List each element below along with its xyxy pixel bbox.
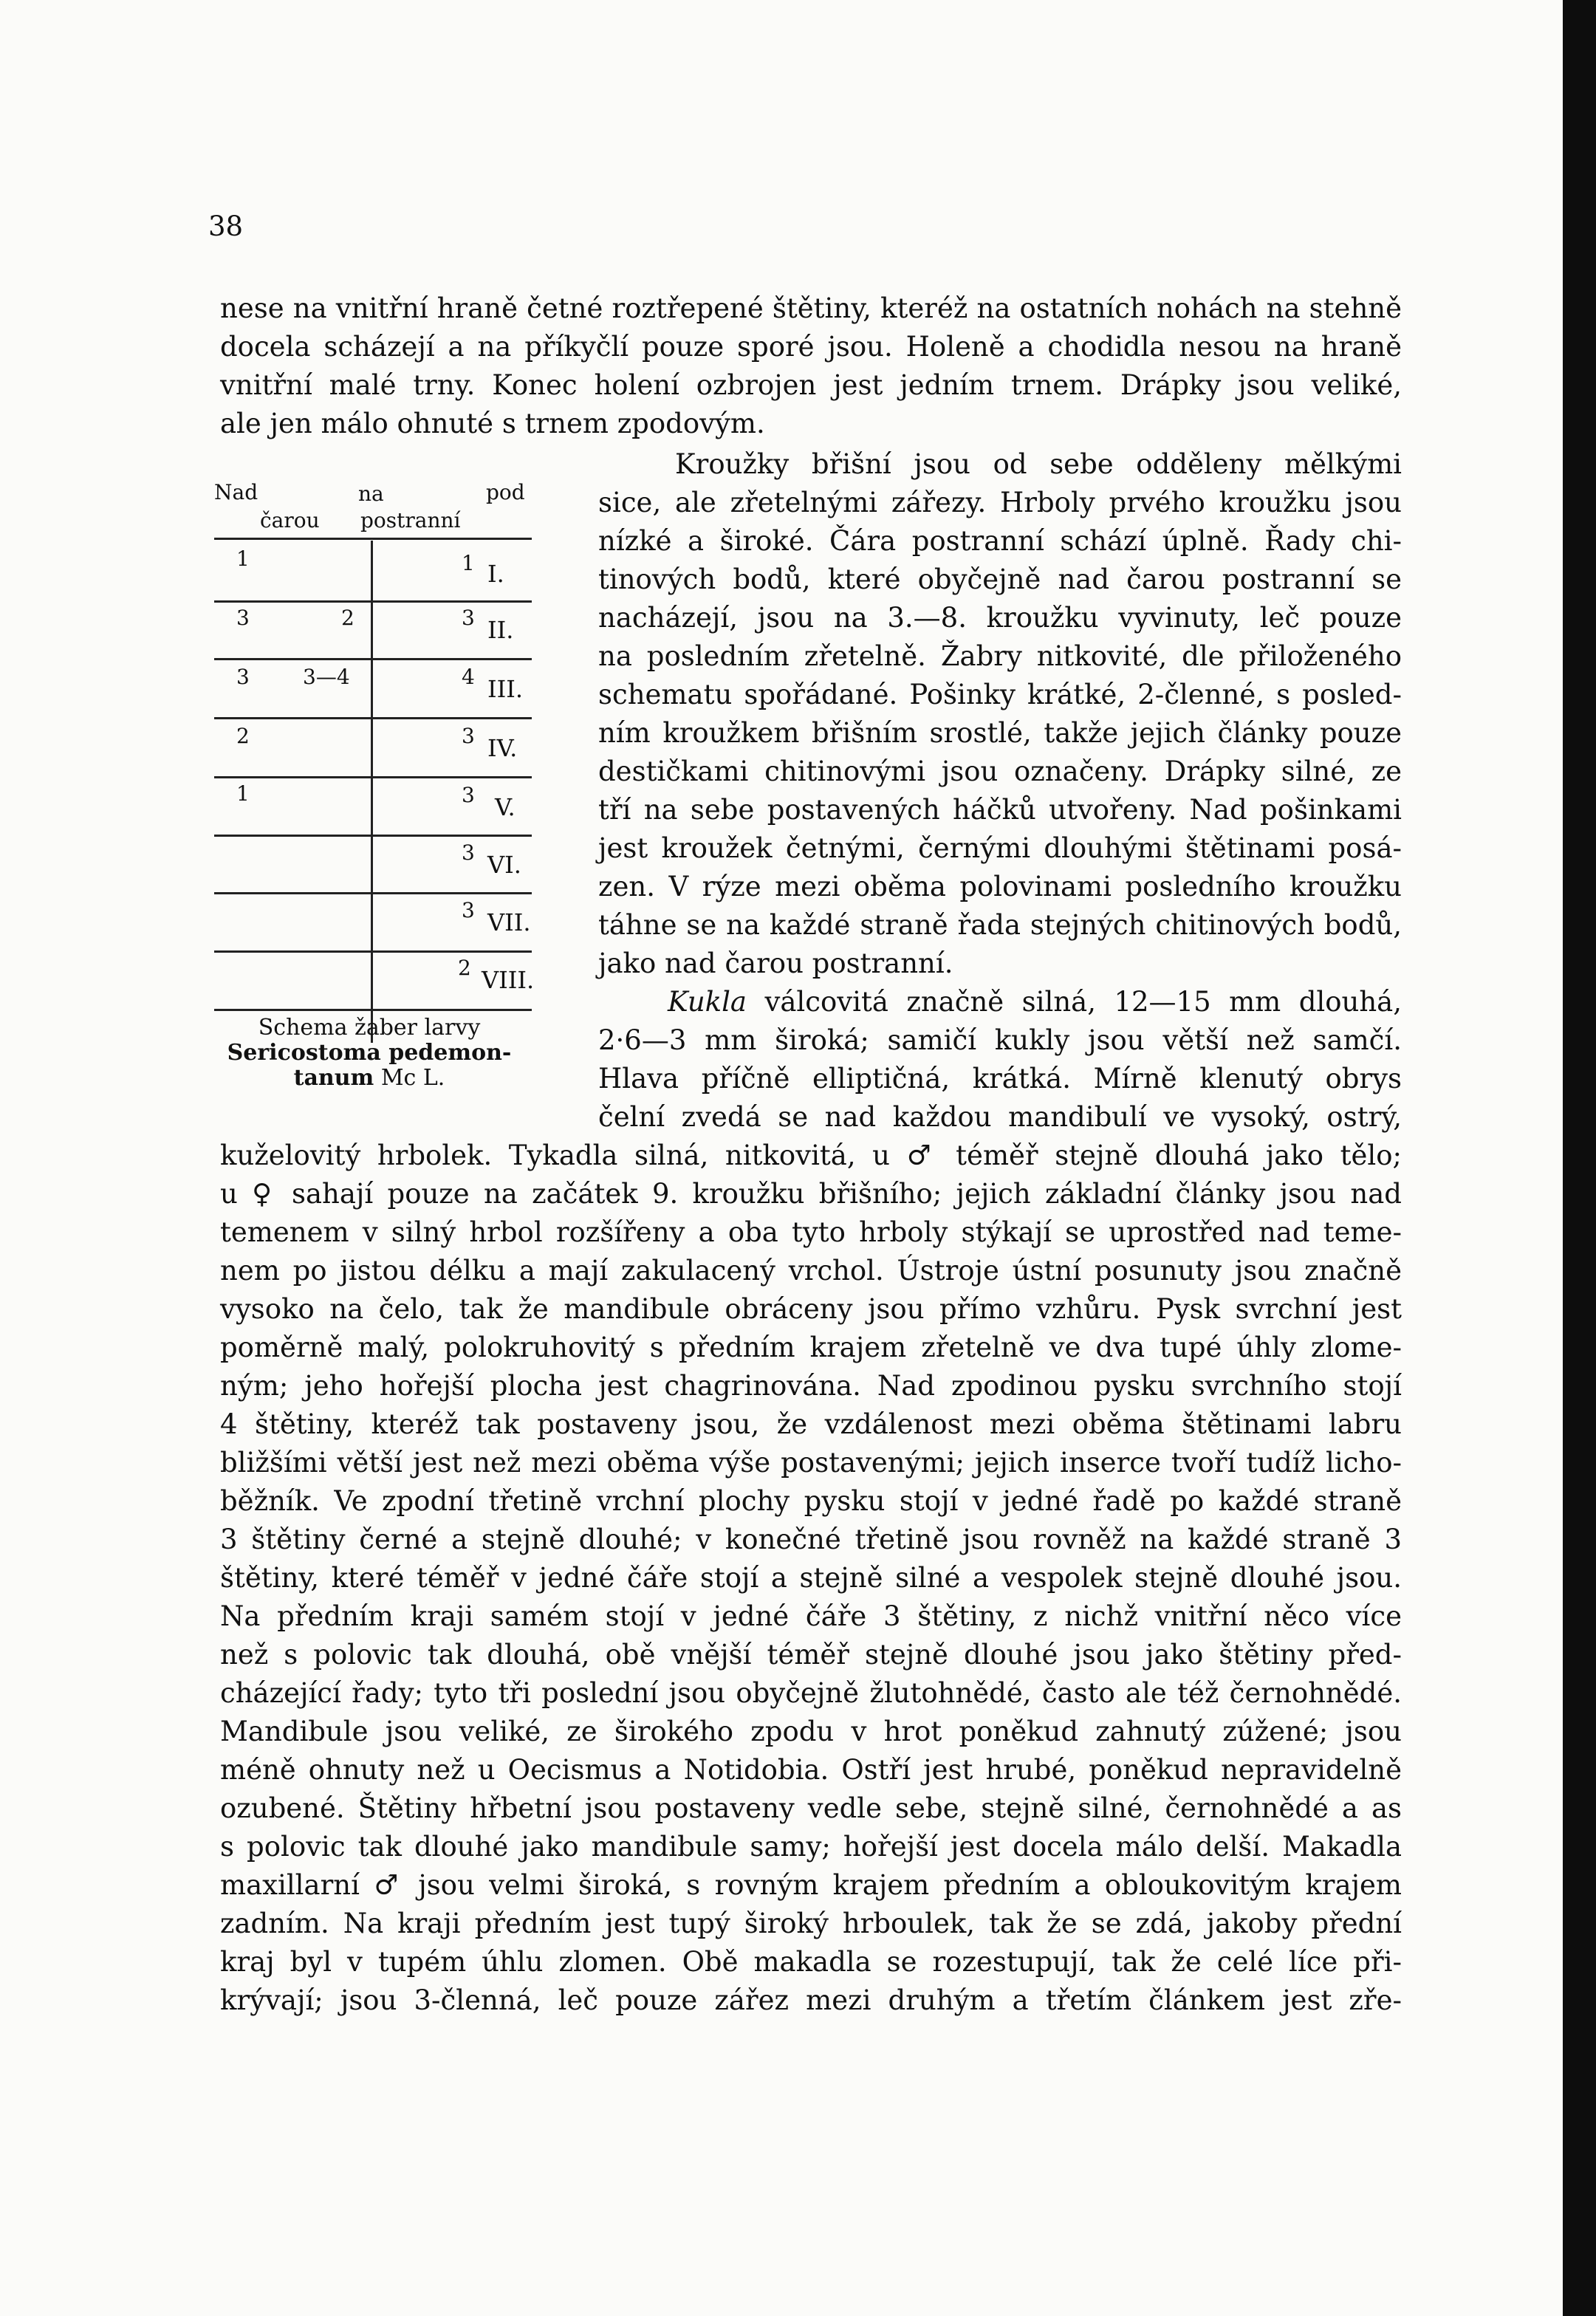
kukla-rest: válcovitá značně silná, 12—15 mm dlouhá,: [746, 986, 1402, 1018]
page-number: 38: [208, 210, 244, 242]
cell-nad: 1: [236, 781, 250, 806]
row-rule: [214, 717, 532, 719]
text-line: táhne se na každé straně řada stejných chitinových bodů,: [598, 909, 1402, 941]
row-rule: [214, 776, 532, 778]
text-line: sice, ale zřetelnými zářezy. Hrboly prvého kroužku jsou: [598, 487, 1402, 518]
cell-nad: 2: [236, 724, 250, 748]
caption-author: Mc L.: [374, 1065, 445, 1091]
cell-pod: 3: [462, 606, 475, 630]
cell-pod: 1: [462, 551, 475, 575]
segment-label: VIII.: [482, 966, 535, 994]
scan-border: [1563, 0, 1596, 2316]
segment-label: VII.: [487, 908, 531, 936]
text-line: nacházejí, jsou na 3.—8. kroužku vyvinuty, leč pouze: [598, 602, 1402, 634]
text-line: čelní zvedá se nad každou mandibulí ve vysoký, ostrý,: [598, 1101, 1402, 1133]
row-rule: [214, 892, 532, 894]
text-line: 4 štětiny, kteréž tak postaveny jsou, že vzdálenost mezi oběma štětinami labru: [220, 1408, 1402, 1440]
text-line: kuželovitý hrbolek. Tykadla silná, nitkovitá, u ♂ téměř stejně dlouhá jako tělo;: [220, 1140, 1402, 1171]
text-line: vnitřní malé trny. Konec holení ozbrojen jest jedním trnem. Drápky jsou veliké,: [220, 369, 1402, 401]
lateral-line-divider: [371, 541, 373, 1043]
header-carou: čarou: [260, 508, 320, 532]
text-line: Hlava příčně elliptičná, krátká. Mírně klenutý obrys: [598, 1063, 1402, 1094]
segment-label: II.: [487, 616, 514, 644]
cell-pod: 4: [462, 665, 475, 689]
text-line: než s polovic tak dlouhá, obě vnější téměř stejně dlouhé jsou jako štětiny před-: [220, 1639, 1402, 1671]
text-line: poměrně malý, polokruhovitý s předním krajem zřetelně ve dva tupé úhly zlome-: [220, 1332, 1402, 1363]
text-line: destičkami chitinovými jsou označeny. Drápky silné, ze: [598, 756, 1402, 787]
row-rule: [214, 950, 532, 953]
text-line: krývají; jsou 3-členná, leč pouze zářez mezi druhým a třetím článkem jest zře-: [220, 1984, 1402, 2016]
text-line: nese na vnitřní hraně četné roztřepené štětiny, kteréž na ostatních nohách na stehně: [220, 292, 1402, 324]
cell-pod: 3: [462, 724, 475, 748]
text-line: Mandibule jsou veliké, ze širokého zpodu v hrot poněkud zahnutý zúžené; jsou: [220, 1716, 1402, 1747]
row-rule: [214, 1009, 532, 1011]
cell-pod: 3: [462, 840, 475, 865]
text-line: jako nad čarou postranní.: [598, 948, 953, 979]
text-line: ným; jeho hořejší plocha jest chagrinována. Nad zpodinou pysku svrchního stojí: [220, 1370, 1402, 1402]
cell-pod: 3: [462, 898, 475, 922]
cell-nad: 1: [236, 547, 250, 571]
text-line: docela scházejí a na příkyčlí pouze sporé jsou. Holeně a chodidla nesou na hraně: [220, 331, 1402, 363]
text-line: cházející řady; tyto tři poslední jsou obyčejně žlutohnědé, často ale též černohnědé.: [220, 1677, 1402, 1709]
segment-label: I.: [487, 560, 504, 588]
header-nad: Nad: [214, 480, 258, 504]
kukla-word: Kukla: [668, 986, 747, 1018]
header-na: na: [358, 482, 384, 506]
header-pod: pod: [486, 480, 525, 504]
row-rule: [214, 835, 532, 837]
text-line: tinových bodů, které obyčejně nad čarou postranní se: [598, 563, 1402, 595]
cell-pod: 3: [462, 783, 475, 807]
text-line: Na předním kraji samém stojí v jedné čáře 3 štětiny, z nichž vnitřní něco více: [220, 1600, 1402, 1632]
cell-na: 3—4: [303, 665, 350, 689]
text-line: 2·6—3 mm široká; samičí kukly jsou větší než samčí.: [598, 1024, 1402, 1056]
header-rule: [214, 538, 532, 540]
text-line: zen. V rýze mezi oběma polovinami posledního kroužku: [598, 871, 1402, 902]
header-postranni: postranní: [360, 508, 461, 532]
cell-pod: 2: [458, 956, 471, 980]
text-line: Kroužky břišní jsou od sebe odděleny mělkými: [675, 448, 1402, 480]
text-line: nem po jistou délku a mají zakulacený vrchol. Ústroje ústní posunuty jsou značně: [220, 1255, 1402, 1287]
segment-label: III.: [487, 675, 524, 703]
text-line: méně ohnuty než u Oecismus a Notidobia. Ostří jest hrubé, poněkud nepravidelně: [220, 1754, 1402, 1786]
text-line: bližšími větší jest než mezi oběma výše postavenými; jejich inserce tvoří tudíž licho-: [220, 1447, 1402, 1479]
text-line: na posledním zřetelně. Žabry nitkovité, dle přiloženého: [598, 640, 1402, 672]
text-line: 3 štětiny černé a stejně dlouhé; v konečné třetině jsou rovněž na každé straně 3: [220, 1524, 1402, 1555]
cell-nad: 3: [236, 606, 250, 630]
row-rule: [214, 658, 532, 660]
segment-label: IV.: [487, 734, 518, 762]
text-line: kraj byl v tupém úhlu zlomen. Obě makadla se rozestupují, tak že celé líce při-: [220, 1946, 1402, 1978]
segment-label: VI.: [487, 851, 521, 879]
table-caption-line: Sericostoma pedemon-: [227, 1040, 512, 1066]
text-line: běžník. Ve zpodní třetině vrchní plochy pysku stojí v jedné řadě po každé straně: [220, 1485, 1402, 1517]
text-line: zadním. Na kraji předním jest tupý široký hrboulek, tak že se zdá, jakoby přední: [220, 1908, 1402, 1939]
caption-species: tanum: [293, 1065, 374, 1091]
text-line: ale jen málo ohnuté s trnem zpodovým.: [220, 408, 765, 439]
table-caption-line: [222, 1066, 517, 1091]
text-line: maxillarní ♂ jsou velmi široká, s rovným krajem předním a obloukovitým krajem: [220, 1869, 1402, 1901]
cell-na: 2: [341, 606, 355, 630]
text-line: tří na sebe postavených háčků utvořeny. Nad pošinkami: [598, 794, 1402, 826]
segment-label: V.: [495, 793, 516, 821]
text-line: štětiny, které téměř v jedné čáře stojí a stejně silné a vespolek stejně dlouhé jsou.: [220, 1562, 1402, 1594]
text-line: ním kroužkem břišním srostlé, takže jejich články pouze: [598, 717, 1402, 749]
text-line: s polovic tak dlouhé jako mandibule samy; hořejší jest docela málo delší. Makadla: [220, 1831, 1402, 1863]
cell-nad: 3: [236, 665, 250, 689]
text-line: [668, 983, 1402, 1021]
text-line: schematu spořádané. Pošinky krátké, 2-členné, s posled-: [598, 679, 1402, 710]
text-line: u ♀ sahají pouze na začátek 9. kroužku břišního; jejich základní články jsou nad: [220, 1178, 1402, 1210]
text-line: vysoko na čelo, tak že mandibule obráceny jsou přímo vzhůru. Pysk svrchní jest: [220, 1293, 1402, 1325]
row-rule: [214, 600, 532, 603]
text-line: temenem v silný hrbol rozšířeny a oba tyto hrboly stýkají se uprostřed nad teme-: [220, 1216, 1402, 1248]
table-caption-line: Schema žaber larvy: [258, 1015, 481, 1041]
text-line: jest kroužek četnými, černými dlouhými štětinami posá-: [598, 832, 1402, 864]
gill-schema-table: [214, 480, 535, 1091]
text-line: nízké a široké. Čára postranní schází úplně. Řady chi-: [598, 525, 1402, 557]
text-line: ozubené. Štětiny hřbetní jsou postaveny vedle sebe, stejně silné, černohnědé a as: [220, 1792, 1402, 1824]
